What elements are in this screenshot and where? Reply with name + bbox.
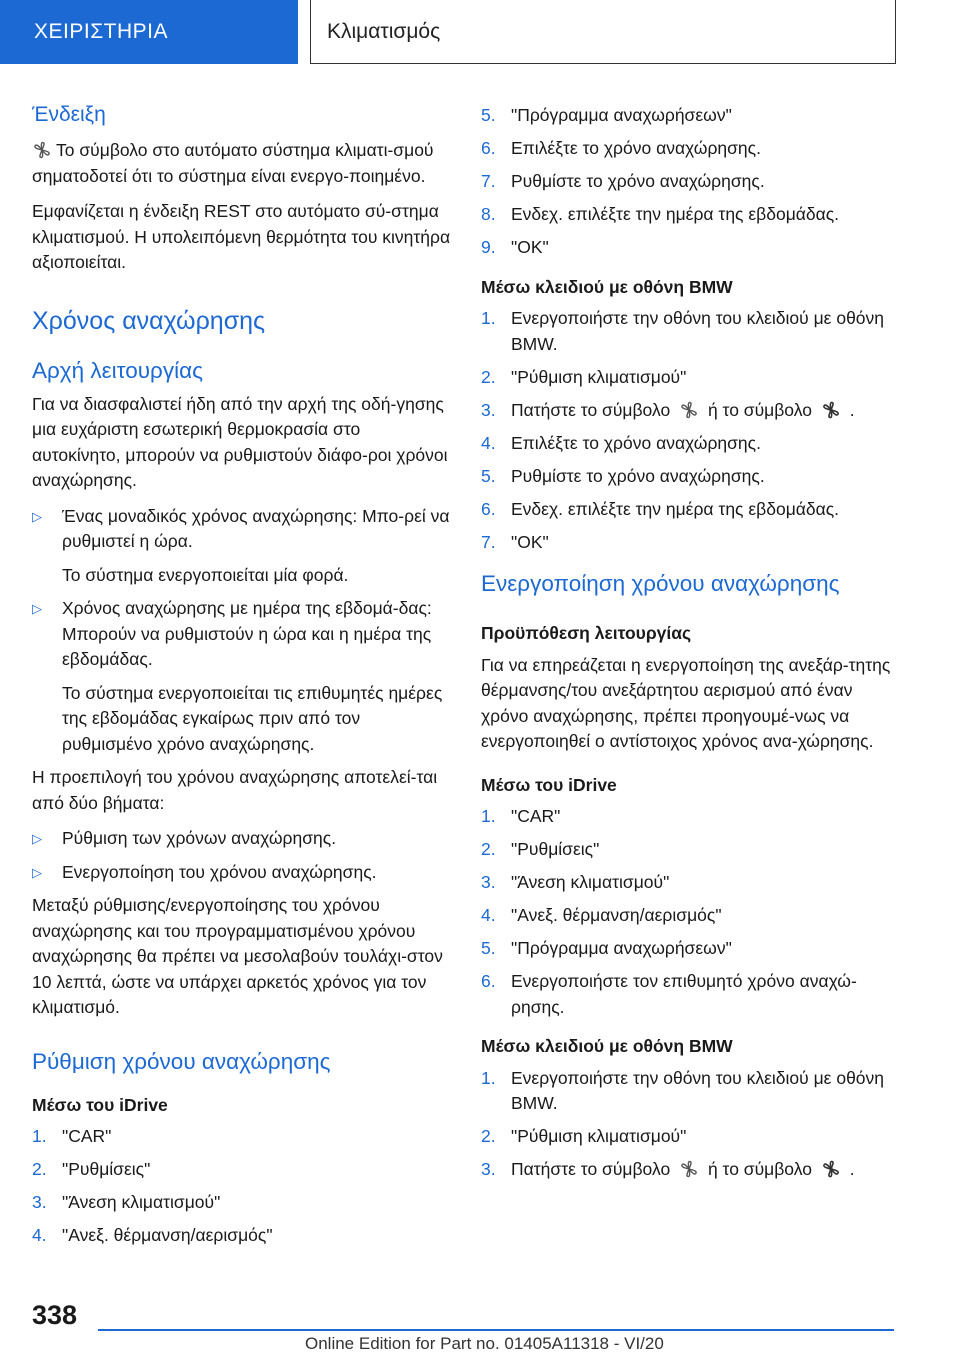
edition-text: Online Edition for Part no. 01405A11318 - VI/20	[305, 1334, 664, 1353]
setting-steps-continued	[481, 103, 901, 261]
fan-icon	[679, 401, 699, 419]
departure-types-list	[32, 504, 452, 758]
fan-icon	[32, 141, 52, 159]
list-item: 9. "OK"	[481, 237, 549, 257]
list-item: 5. "Πρόγραμμα αναχωρήσεων"	[481, 938, 732, 958]
list-item: 3. Πατήστε το σύμβολο ή το σύμβολο .	[481, 399, 855, 420]
list-item: 4. "Ανεξ. θέρμανση/αερισμός"	[481, 905, 722, 925]
via-key-heading: Μέσω κλειδιού με οθόνη BMW	[481, 1036, 733, 1056]
requirement-paragraph: Για να επηρεάζεται η ενεργοποίηση της ανεξάρ-τητης θέρμανσης/του ανεξάρτητου αερισμού από έναν χρόνο αναχώρησης, πρέπει προηγουμέ-νως να ενεργοποιηθεί ο αντίστοιχος χρόνος ανα-χώρησης.	[481, 654, 891, 751]
list-item: 3. "Άνεση κλιματισμού"	[481, 872, 670, 892]
fan-heat-icon	[821, 401, 841, 419]
via-key-heading: Μέσω κλειδιού με οθόνη BMW	[481, 276, 733, 297]
triangle-bullet-icon: ▷	[32, 508, 42, 524]
list-item: 3. "Άνεση κλιματισμού"	[32, 1192, 221, 1212]
list-item: 5. Ρυθμίστε το χρόνο αναχώρησης.	[481, 465, 765, 486]
right-column	[481, 103, 901, 1197]
list-item: ▷ Ενεργοποίηση του χρόνου αναχώρησης.	[32, 860, 452, 886]
fan-icon	[679, 1160, 699, 1178]
list-item: 6. Επιλέξτε το χρόνο αναχώρησης.	[481, 138, 761, 158]
activation-heading: Ενεργοποίηση χρόνου αναχώρησης	[481, 571, 840, 596]
list-item: 4. "Ανεξ. θέρμανση/αερισμός"	[32, 1225, 273, 1245]
list-item: ▷ Χρόνος αναχώρησης με ημέρα της εβδομά-δας: Μπορούν να ρυθμιστούν η ώρα και η ημέρα της εβδομάδας. Το σύστημα ενεργοποιείται τις επιθυμητές ημέρες της εβδομάδας εγκαίρως πριν από τον ρυθμισμένο χρόνο αναχώρησης.	[32, 598, 443, 754]
indication-paragraph-1: Το σύμβολο στο αυτόματο σύστημα κλιματι-σμού σηματοδοτεί ότι το σύστημα είναι ενεργο-ποιημένο.	[32, 140, 434, 186]
list-item: 4. Επιλέξτε το χρόνο αναχώρησης.	[481, 432, 761, 453]
list-item: 6. Ενεργοποιήστε τον επιθυμητό χρόνο αναχώ-ρησης.	[481, 971, 857, 1017]
list-item: 2. "Ρύθμιση κλιματισμού"	[481, 1126, 687, 1146]
list-item: 2. "Ρύθμιση κλιματισμού"	[481, 366, 687, 387]
list-item: 1. Ενεργοποιήστε την οθόνη του κλειδιού με οθόνη BMW.	[481, 308, 885, 354]
list-item: 3. Πατήστε το σύμβολο ή το σύμβολο .	[481, 1159, 855, 1179]
indication-paragraph-2: Εμφανίζεται η ένδειξη REST στο αυτόματο σύ-στημα κλιματισμού. Η υπολειπόμενη θερμότητα του κινητήρα αξιοποιείται.	[32, 201, 451, 272]
list-item: ▷ Ρύθμιση των χρόνων αναχώρησης.	[32, 826, 452, 852]
activation-idrive-steps	[481, 804, 901, 1020]
list-item: 1. "CAR"	[481, 806, 561, 826]
left-column	[32, 100, 452, 1263]
activation-key-steps	[481, 1066, 901, 1183]
list-item: 1. "CAR"	[32, 1126, 112, 1146]
setting-steps-list	[32, 1124, 452, 1249]
preset-paragraph: Η προεπιλογή του χρόνου αναχώρησης αποτελεί-ται από δύο βήματα:	[32, 767, 438, 813]
between-paragraph: Μεταξύ ρύθμισης/ενεργοποίησης του χρόνου αναχώρησης και του προγραμματισμένου χρόνου αναχώρησης θα πρέπει να μεσολαβούν τουλάχι-στον 10 λεπτά, ώστε να υπάρχει αρκετός χρόνος για τον κλιματισμό.	[32, 895, 443, 1017]
via-idrive-heading: Μέσω του iDrive	[481, 774, 617, 795]
via-idrive-heading: Μέσω του iDrive	[32, 1094, 168, 1115]
list-item: 7. Ρυθμίστε το χρόνο αναχώρησης.	[481, 171, 765, 191]
list-item: 7. "OK"	[481, 531, 549, 552]
principle-heading: Αρχή λειτουργίας	[32, 357, 203, 383]
requirement-heading: Προϋπόθεση λειτουργίας	[481, 623, 692, 643]
triangle-bullet-icon: ▷	[32, 864, 42, 880]
fan-heat-icon	[821, 1160, 841, 1178]
indication-heading: Ένδειξη	[32, 103, 106, 126]
list-item: 2. "Ρυθμίσεις"	[481, 839, 600, 859]
section-tab: ΧΕΙΡΙΣΤΗΡΙΑ	[0, 0, 298, 64]
principle-paragraph: Για να διασφαλιστεί ήδη από την αρχή της οδή-γησης μια ευχάριστη εσωτερική θερμοκρασία στο αυτοκίνητο, μπορούν να ρυθμιστούν διάφο-ροι χρόνοι αναχώρησης.	[32, 393, 448, 490]
list-item: 2. "Ρυθμίσεις"	[32, 1159, 151, 1179]
list-item: 6. Ενδεχ. επιλέξτε την ημέρα της εβδομάδας.	[481, 498, 840, 519]
key-steps-list	[481, 306, 901, 555]
footer-divider	[98, 1329, 894, 1331]
list-item: 8. Ενδεχ. επιλέξτε την ημέρα της εβδομάδας.	[481, 204, 840, 224]
chapter-title: Κλιματισμός	[310, 0, 896, 64]
page-number: 338	[32, 1300, 78, 1330]
preset-steps-list	[32, 826, 452, 885]
list-item: 5. "Πρόγραμμα αναχωρήσεων"	[481, 105, 732, 125]
setting-heading: Ρύθμιση χρόνου αναχώρησης	[32, 1048, 331, 1074]
list-item: 1. Ενεργοποιήστε την οθόνη του κλειδιού με οθόνη BMW.	[481, 1067, 885, 1113]
list-item: ▷ Ένας μοναδικός χρόνος αναχώρησης: Μπο-ρεί να ρυθμιστεί η ώρα. Το σύστημα ενεργοποιείται μία φορά.	[32, 505, 450, 585]
departure-time-heading: Χρόνος αναχώρησης	[32, 306, 266, 335]
triangle-bullet-icon: ▷	[32, 831, 42, 846]
triangle-bullet-icon: ▷	[32, 601, 42, 616]
